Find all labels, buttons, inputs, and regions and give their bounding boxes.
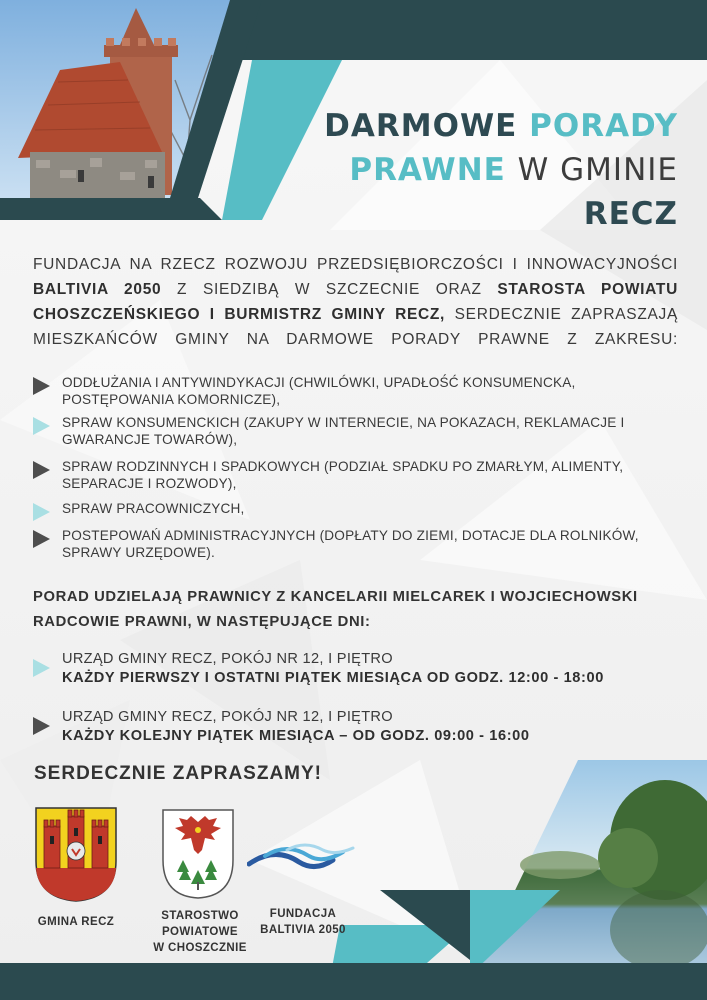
- triangle-bullet-icon: [33, 461, 50, 479]
- title-word-3: PRAWNE: [349, 152, 506, 188]
- triangle-bullet-icon: [33, 503, 50, 521]
- list-item: [33, 527, 683, 561]
- gmina-recz-caption: GMINA RECZ: [37, 916, 115, 928]
- schedule-item: [33, 650, 683, 688]
- baltivia-wave-logo-icon: [247, 842, 357, 876]
- triangle-bullet-icon: [33, 417, 50, 435]
- list-item: [33, 458, 683, 492]
- intro-text-2: Z SIEDZIBĄ W SZCZECNIE ORAZ: [161, 281, 498, 298]
- triangle-bullet-icon: [33, 530, 50, 548]
- gmina-recz-coat-of-arms-icon: [34, 806, 118, 902]
- title-word-1: DARMOWE: [324, 108, 518, 144]
- starostwo-caption: [140, 908, 260, 956]
- title-word-5: RECZ: [583, 196, 678, 232]
- intro-bold-1: BALTIVIA 2050: [33, 281, 162, 298]
- triangle-bullet-icon: [33, 717, 50, 735]
- schedule-time: KAŻDY PIERWSZY I OSTATNI PIĄTEK MIESIĄCA OD GODZ. 12:00 - 18:00: [62, 670, 604, 686]
- list-item: [33, 414, 683, 448]
- triangle-bullet-icon: [33, 377, 50, 395]
- starostwo-caption-line-1: STAROSTWO: [161, 910, 239, 922]
- schedule-item: [33, 708, 683, 746]
- intro-text-1: FUNDACJA NA RZECZ ROZWOJU PRZEDSIĘBIORCZOŚCI I INNOWACYJNOŚCI: [33, 256, 678, 273]
- list-item: [33, 374, 683, 408]
- list-item-text: SPRAW RODZINNYCH I SPADKOWYCH (PODZIAŁ SPADKU PO ZMARŁYM, ALIMENTY, SEPARACJE I ROZWODY),: [62, 459, 624, 491]
- lawyers-paragraph: PORAD UDZIELAJĄ PRAWNICY Z KANCELARII MIELCAREK I WOJCIECHOWSKI RADCOWIE PRAWNI, W NASTĘPUJĄCE DNI:: [33, 589, 638, 630]
- fundacja-caption: [248, 906, 358, 938]
- title-word-4: W GMINIE: [517, 152, 678, 188]
- intro-bold-2: STAROSTA POWIATU CHOSZCZEŃSKIEGO I BURMISTRZ GMINY RECZ,: [33, 281, 678, 323]
- fundacja-caption-line-2: BALTIVIA 2050: [260, 924, 346, 936]
- title-word-2: PORADY: [529, 108, 678, 144]
- triangle-bullet-icon: [33, 659, 50, 677]
- schedule-place: URZĄD GMINY RECZ, POKÓJ NR 12, I PIĘTRO: [62, 709, 393, 725]
- list-item: [33, 500, 683, 521]
- starostwo-caption-line-2: POWIATOWE: [161, 926, 238, 938]
- intro-paragraph: [33, 252, 678, 352]
- invitation-heading: SERDECZNIE ZAPRASZAMY!: [34, 763, 323, 784]
- schedule-time: KAŻDY KOLEJNY PIĄTEK MIESIĄCA – OD GODZ. 09:00 - 16:00: [62, 728, 530, 744]
- fundacja-caption-line-1: FUNDACJA: [269, 908, 337, 920]
- list-item-text: ODDŁUŻANIA I ANTYWINDYKACJI (CHWILÓWKI, UPADŁOŚĆ KONSUMENCKA, POSTĘPOWANIA KOMORNICZE),: [62, 375, 576, 407]
- list-item-text: POSTEPOWAŃ ADMINISTRACYJNYCH (DOPŁATY DO ZIEMI, DOTACJE DLA ROLNIKÓW, SPRAWY URZĘDOWE).: [62, 528, 639, 560]
- starostwo-caption-line-3: W CHOSZCZNIE: [153, 942, 247, 954]
- list-item-text: SPRAW PRACOWNICZYCH,: [62, 501, 245, 516]
- schedule-place: URZĄD GMINY RECZ, POKÓJ NR 12, I PIĘTRO: [62, 651, 393, 667]
- list-item-text: SPRAW KONSUMENCKICH (ZAKUPY W INTERNECIE, NA POKAZACH, REKLAMACJE I GWARANCJE TOWARÓW),: [62, 415, 625, 447]
- intro-text-3: SERDECZNIE ZAPRASZAJĄ MIESZKAŃCÓW GMINY NA DARMOWE PORADY PRAWNE Z ZAKRESU:: [33, 306, 679, 348]
- starostwo-coat-of-arms-icon: [161, 808, 235, 900]
- poster-title: [300, 104, 678, 236]
